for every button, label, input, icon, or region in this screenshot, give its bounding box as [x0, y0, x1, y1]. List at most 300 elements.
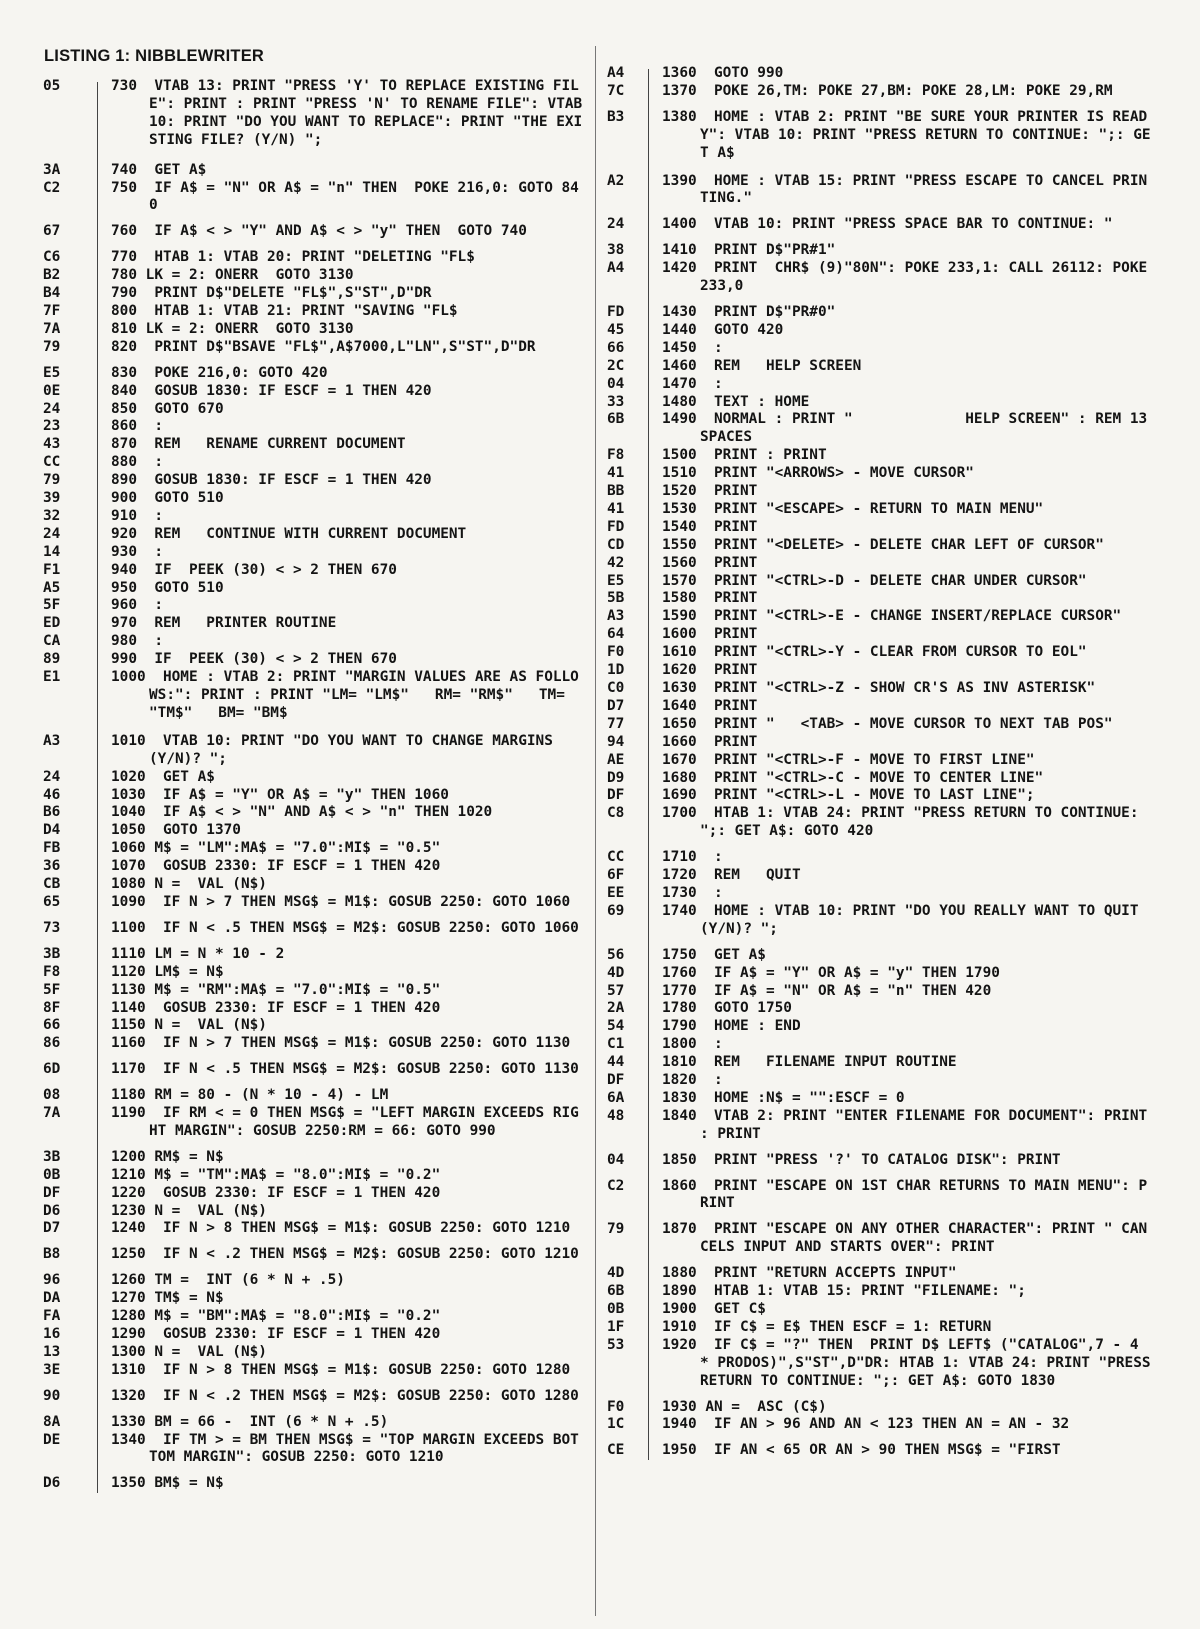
- code-cell: [99, 1185, 586, 1203]
- code-line: [605, 260, 1156, 296]
- code-text: 1950 IF AN < 65 OR AN > 90 THEN MSG$ = "FIRST: [662, 1442, 1061, 1459]
- code-line: [41, 1220, 586, 1238]
- code-line: [605, 698, 1153, 716]
- code-text: 1730 :: [662, 884, 723, 901]
- code-cell: [99, 1290, 586, 1308]
- code-cell: [99, 787, 586, 805]
- code-text: 850 GOTO 670: [111, 400, 224, 417]
- code-line: [605, 608, 1153, 626]
- checksum: 4D: [607, 964, 625, 981]
- code-line: [41, 180, 586, 216]
- code-text: 740 GET A$: [111, 161, 207, 178]
- code-line: [605, 867, 1153, 885]
- code-cell: [650, 590, 1153, 608]
- code-text: 1200 RM$ = N$: [111, 1148, 224, 1165]
- checksum: 65: [43, 893, 61, 910]
- checksum: A2: [607, 172, 625, 189]
- code-text: 1820 :: [662, 1072, 723, 1089]
- code-cell: [650, 394, 1153, 412]
- code-text: 1240 IF N > 8 THEN MSG$ = M1$: GOSUB 2250: GOTO 1210: [111, 1220, 571, 1237]
- checksum: 1D: [607, 662, 625, 679]
- code-text: 1450 :: [662, 339, 723, 356]
- code-text: 780 LK = 2: ONERR GOTO 3130: [111, 267, 354, 284]
- code-line: [41, 733, 586, 769]
- code-text: 950 GOTO 510: [111, 579, 224, 596]
- checksum: B8: [43, 1246, 61, 1263]
- code-cell: [99, 1432, 586, 1468]
- checksum: F8: [607, 447, 625, 464]
- code-cell: [99, 249, 586, 267]
- code-line: [605, 1221, 1153, 1257]
- code-cell: [650, 519, 1153, 537]
- code-line: [605, 1107, 1156, 1144]
- code-line: [41, 321, 586, 339]
- checksum: 7A: [43, 1105, 61, 1122]
- checksum: 08: [43, 1087, 61, 1104]
- checksum: 2C: [607, 357, 625, 374]
- code-cell: [650, 83, 1153, 101]
- code-cell: [99, 303, 586, 321]
- checksum: D9: [607, 769, 625, 786]
- code-line: [41, 1061, 586, 1079]
- code-line: [605, 1090, 1153, 1108]
- checksum: A5: [43, 579, 61, 596]
- code-cell: [99, 964, 586, 982]
- code-text: 1190 IF RM < = 0 THEN MSG$ = "LEFT MARGIN EXCEEDS RIGHT MARGIN": GOSUB 2250:RM = 66: GOTO 990: [111, 1105, 579, 1139]
- checksum: EE: [607, 884, 625, 901]
- code-text: 1380 HOME : VTAB 2: PRINT "BE SURE YOUR PRINTER IS READY": VTAB 10: PRINT "PRESS RETURN TO CONTINUE: ";: GET A$: [662, 108, 1151, 161]
- checksum: 38: [607, 242, 625, 259]
- code-cell: [650, 849, 1153, 867]
- code-text: 1750 GET A$: [662, 946, 766, 963]
- code-cell: [650, 787, 1153, 805]
- code-text: 820 PRINT D$"BSAVE "FL$",A$7000,L"LN",S"ST",D"DR: [111, 338, 536, 355]
- code-text: 1420 PRINT CHR$ (9)"80N": POKE 233,1: CALL 26112: POKE 233,0: [662, 260, 1156, 295]
- code-line: [41, 401, 586, 419]
- code-line: [41, 787, 586, 805]
- code-cell: [99, 436, 586, 454]
- code-line: [41, 840, 586, 858]
- code-cell: [650, 411, 1156, 447]
- code-line: [41, 1203, 586, 1221]
- code-text: 1790 HOME : END: [662, 1018, 801, 1035]
- checksum: FD: [607, 303, 625, 320]
- checksum: E1: [43, 669, 61, 686]
- code-cell: [650, 770, 1153, 788]
- checksum: 90: [43, 1387, 61, 1404]
- code-cell: [99, 840, 586, 858]
- checksum: CE: [607, 1442, 625, 1459]
- code-text: 1360 GOTO 990: [662, 65, 784, 81]
- code-line: [41, 339, 586, 357]
- checksum: CC: [43, 454, 61, 471]
- code-text: 1470 :: [662, 375, 723, 392]
- checksum: DF: [607, 1072, 625, 1089]
- code-cell: [99, 580, 586, 598]
- checksum: 45: [607, 321, 625, 338]
- right-column: [605, 65, 1160, 1460]
- code-cell: [99, 822, 586, 840]
- checksum: F8: [43, 963, 61, 980]
- code-cell: [99, 267, 586, 285]
- code-line: [41, 249, 586, 267]
- code-text: 920 REM CONTINUE WITH CURRENT DOCUMENT: [111, 525, 467, 542]
- code-text: 1440 GOTO 420: [662, 321, 784, 338]
- checksum: 8A: [43, 1413, 61, 1430]
- code-line: [605, 358, 1153, 376]
- code-line: [41, 418, 586, 436]
- code-text: 1480 TEXT : HOME: [662, 393, 810, 410]
- checksum: CD: [607, 536, 625, 553]
- code-cell: [650, 608, 1153, 626]
- code-text: 1720 REM QUIT: [662, 867, 801, 884]
- checksum: B3: [607, 108, 625, 125]
- checksum: 3B: [43, 945, 61, 962]
- code-cell: [99, 651, 586, 669]
- checksum: FB: [43, 840, 61, 857]
- code-cell: [650, 573, 1153, 591]
- code-text: 1900 GET C$: [662, 1301, 766, 1317]
- code-cell: [99, 894, 586, 912]
- code-text: 840 GOSUB 1830: IF ESCF = 1 THEN 420: [111, 382, 432, 399]
- code-text: 1840 VTAB 2: PRINT "ENTER FILENAME FOR DOCUMENT": PRINT : PRINT: [662, 1107, 1156, 1142]
- code-cell: [650, 537, 1153, 555]
- checksum: A3: [607, 608, 625, 625]
- code-cell: [99, 544, 586, 562]
- code-line: [41, 490, 586, 508]
- checksum: 79: [43, 472, 61, 489]
- code-text: 1310 IF N > 8 THEN MSG$ = M1$: GOSUB 2250: GOTO 1280: [111, 1361, 571, 1378]
- code-cell: [99, 562, 586, 580]
- checksum: 2A: [607, 1000, 625, 1017]
- code-text: 1320 IF N < .2 THEN MSG$ = M2$: GOSUB 2250: GOTO 1280: [111, 1387, 579, 1404]
- code-cell: [650, 1178, 1153, 1214]
- checksum: B2: [43, 267, 61, 284]
- checksum: DF: [607, 787, 625, 804]
- code-cell: [650, 216, 1153, 234]
- code-line: [41, 769, 586, 787]
- code-cell: [99, 876, 586, 894]
- code-cell: [650, 1221, 1153, 1257]
- checksum: 3E: [43, 1361, 61, 1378]
- code-line: [605, 680, 1153, 698]
- code-line: [605, 376, 1153, 394]
- checksum: 14: [43, 543, 61, 560]
- code-line: [41, 804, 586, 822]
- code-line: [605, 1036, 1153, 1054]
- code-line: [605, 519, 1153, 537]
- code-line: [605, 411, 1156, 447]
- code-line: [605, 1072, 1153, 1090]
- code-text: 890 GOSUB 1830: IF ESCF = 1 THEN 420: [111, 472, 432, 489]
- code-line: [41, 162, 586, 180]
- code-text: 1210 M$ = "TM":MA$ = "8.0":MI$ = "0.2": [111, 1166, 441, 1183]
- code-cell: [650, 1107, 1156, 1144]
- checksum: 7F: [43, 302, 61, 319]
- code-line: [605, 1416, 1153, 1434]
- code-line: [605, 903, 1153, 939]
- checksum: 48: [607, 1107, 625, 1124]
- code-line: [41, 669, 586, 723]
- code-line: [41, 1149, 586, 1167]
- code-line: [41, 472, 586, 490]
- code-text: 1120 LM$ = N$: [111, 963, 224, 980]
- code-line: [41, 615, 586, 633]
- code-line: [605, 1178, 1153, 1214]
- code-text: 1860 PRINT "ESCAPE ON 1ST CHAR RETURNS TO MAIN MENU": PRINT: [662, 1177, 1148, 1212]
- checksum: 5F: [43, 981, 61, 998]
- code-cell: [99, 418, 586, 436]
- code-line: [41, 1432, 586, 1468]
- code-cell: [650, 1442, 1153, 1460]
- code-cell: [99, 454, 586, 472]
- code-text: 1280 M$ = "BM":MA$ = "8.0":MI$ = "0.2": [111, 1308, 441, 1325]
- code-line: [605, 242, 1153, 260]
- code-text: 870 REM RENAME CURRENT DOCUMENT: [111, 436, 406, 453]
- checksum: 53: [607, 1336, 625, 1353]
- code-text: 1800 :: [662, 1036, 723, 1053]
- code-text: 900 GOTO 510: [111, 490, 224, 507]
- code-cell: [99, 526, 586, 544]
- code-line: [41, 436, 586, 454]
- code-cell: [99, 1362, 586, 1380]
- code-cell: [650, 1265, 1153, 1283]
- code-line: [41, 894, 586, 912]
- code-line: [41, 1344, 586, 1362]
- code-cell: [99, 1475, 586, 1493]
- checksum: FD: [607, 518, 625, 535]
- code-cell: [99, 1035, 586, 1053]
- code-text: 1260 TM = INT (6 * N + .5): [111, 1272, 345, 1289]
- code-text: 1140 GOSUB 2330: IF ESCF = 1 THEN 420: [111, 999, 441, 1016]
- checksum-rule: [648, 69, 649, 1460]
- checksum: 3A: [43, 161, 61, 178]
- code-text: 1170 IF N < .5 THEN MSG$ = M2$: GOSUB 2250: GOTO 1130: [111, 1061, 579, 1078]
- checksum: 6B: [607, 1283, 625, 1300]
- code-line: [605, 1319, 1153, 1337]
- code-line: [41, 78, 591, 150]
- code-text: 1940 IF AN > 96 AND AN < 123 THEN AN = AN - 32: [662, 1416, 1070, 1433]
- code-line: [41, 651, 586, 669]
- code-text: 980 :: [111, 633, 163, 650]
- code-text: 1020 GET A$: [111, 768, 215, 785]
- checksum: D4: [43, 822, 61, 839]
- checksum: D7: [43, 1220, 61, 1237]
- code-line: [605, 1000, 1153, 1018]
- code-line: [605, 555, 1153, 573]
- checksum: 94: [607, 733, 625, 750]
- code-line: [41, 964, 586, 982]
- code-cell: [650, 242, 1153, 260]
- code-text: 880 :: [111, 454, 163, 471]
- checksum: 32: [43, 507, 61, 524]
- code-text: 1760 IF A$ = "Y" OR A$ = "y" THEN 1790: [662, 964, 1000, 981]
- code-text: 960 :: [111, 597, 163, 614]
- checksum: 13: [43, 1343, 61, 1360]
- checksum: 16: [43, 1326, 61, 1342]
- code-text: 830 POKE 216,0: GOTO 420: [111, 364, 328, 381]
- code-text: 1930 AN = ASC (C$): [662, 1398, 827, 1415]
- code-cell: [650, 1336, 1160, 1391]
- checksum: C2: [43, 179, 61, 196]
- checksum: C0: [607, 680, 625, 696]
- code-line: [605, 965, 1153, 983]
- code-cell: [99, 1105, 586, 1141]
- code-line: [41, 822, 586, 840]
- code-line: [605, 626, 1153, 644]
- code-text: 1630 PRINT "<CTRL>-Z - SHOW CR'S AS INV ASTERISK": [662, 680, 1096, 696]
- checksum: 43: [43, 436, 61, 453]
- code-text: 1370 POKE 26,TM: POKE 27,BM: POKE 28,LM: POKE 29,RM: [662, 82, 1113, 99]
- code-text: 1390 HOME : VTAB 15: PRINT "PRESS ESCAPE TO CANCEL PRINTING.": [662, 172, 1148, 207]
- code-line: [41, 285, 586, 303]
- code-text: 810 LK = 2: ONERR GOTO 3130: [111, 320, 354, 337]
- code-text: 1400 VTAB 10: PRINT "PRESS SPACE BAR TO CONTINUE: ": [662, 216, 1113, 233]
- code-text: 1160 IF N > 7 THEN MSG$ = M1$: GOSUB 2250: GOTO 1130: [111, 1035, 571, 1052]
- code-line: [41, 597, 586, 615]
- code-cell: [650, 1090, 1153, 1108]
- code-text: 1050 GOTO 1370: [111, 822, 241, 839]
- code-line: [605, 483, 1153, 501]
- checksum: F0: [607, 1398, 625, 1415]
- code-text: 1650 PRINT " <TAB> - MOVE CURSOR TO NEXT TAB POS": [662, 715, 1113, 732]
- checksum: 04: [607, 1151, 625, 1168]
- code-text: 1740 HOME : VTAB 10: PRINT "DO YOU REALLY WANT TO QUIT (Y/N)? ";: [662, 902, 1148, 937]
- checksum: 5F: [43, 597, 61, 614]
- code-cell: [650, 173, 1153, 209]
- code-line: [41, 1362, 586, 1380]
- code-cell: [650, 867, 1153, 885]
- code-line: [41, 876, 586, 894]
- code-cell: [650, 947, 1153, 965]
- code-cell: [650, 885, 1153, 903]
- code-text: 1610 PRINT "<CTRL>-Y - CLEAR FROM CURSOR TO EOL": [662, 644, 1087, 661]
- code-cell: [650, 465, 1153, 483]
- code-line: [41, 1272, 586, 1290]
- checksum: DA: [43, 1290, 61, 1307]
- code-cell: [99, 1388, 586, 1406]
- checksum: AE: [607, 751, 625, 768]
- checksum: 56: [607, 946, 625, 963]
- checksum: 42: [607, 554, 625, 571]
- code-line: [605, 1018, 1153, 1036]
- code-text: 1870 PRINT "ESCAPE ON ANY OTHER CHARACTER": PRINT " CANCELS INPUT AND STARTS OVER": PRINT: [662, 1221, 1148, 1256]
- code-text: 760 IF A$ < > "Y" AND A$ < > "y" THEN GOTO 740: [111, 223, 527, 240]
- code-cell: [99, 1167, 586, 1185]
- code-cell: [99, 321, 586, 339]
- checksum: 39: [43, 490, 61, 507]
- code-text: 1510 PRINT "<ARROWS> - MOVE CURSOR": [662, 465, 974, 482]
- code-line: [605, 447, 1153, 465]
- checksum: C2: [607, 1177, 625, 1194]
- code-text: 1230 N = VAL (N$): [111, 1202, 267, 1219]
- code-cell: [99, 633, 586, 651]
- code-text: 1910 IF C$ = E$ THEN ESCF = 1: RETURN: [662, 1318, 992, 1335]
- checksum: 23: [43, 418, 61, 435]
- code-cell: [99, 1344, 586, 1362]
- code-text: 1520 PRINT: [662, 483, 758, 500]
- code-cell: [650, 1283, 1153, 1301]
- code-text: 1080 N = VAL (N$): [111, 876, 267, 893]
- code-line: [605, 465, 1153, 483]
- code-line: [41, 223, 586, 241]
- code-text: 1180 RM = 80 - (N * 10 - 4) - LM: [111, 1087, 389, 1104]
- code-line: [41, 580, 586, 598]
- checksum: 96: [43, 1272, 61, 1289]
- checksum: 6A: [607, 1089, 625, 1106]
- checksum: 24: [43, 525, 61, 542]
- code-line: [41, 1017, 586, 1035]
- code-text: 1810 REM FILENAME INPUT ROUTINE: [662, 1054, 957, 1071]
- code-cell: [99, 223, 586, 241]
- checksum: D6: [43, 1202, 61, 1219]
- code-cell: [99, 615, 586, 633]
- checksum: 24: [43, 768, 61, 785]
- code-text: 1270 TM$ = N$: [111, 1290, 224, 1307]
- code-text: 770 HTAB 1: VTAB 20: PRINT "DELETING "FL$: [111, 249, 475, 266]
- code-text: 930 :: [111, 543, 163, 560]
- code-text: 1560 PRINT: [662, 554, 758, 571]
- code-cell: [99, 472, 586, 490]
- checksum: 36: [43, 858, 61, 875]
- column-divider: [595, 46, 596, 1616]
- code-cell: [650, 903, 1153, 939]
- code-text: 1920 IF C$ = "?" THEN PRINT D$ LEFT$ ("CATALOG",7 - 4 * PRODOS)",S"ST",D"DR: HTAB 1: VTAB 24: PRINT "PRESS RETURN TO CONTINUE: ";: GET A$: GOTO 1830: [662, 1336, 1160, 1389]
- code-cell: [99, 804, 586, 822]
- code-line: [41, 1000, 586, 1018]
- code-cell: [99, 180, 586, 216]
- code-text: 730 VTAB 13: PRINT "PRESS 'Y' TO REPLACE EXISTING FILE": PRINT : PRINT "PRESS 'N' TO RENAME FILE": VTAB 10: PRINT "DO YOU WANT TO REPLACE": PRINT "THE EXISTING FILE? (Y/N) ";: [111, 78, 591, 148]
- code-text: 1590 PRINT "<CTRL>-E - CHANGE INSERT/REPLACE CURSOR": [662, 608, 1122, 625]
- code-text: 1090 IF N > 7 THEN MSG$ = M1$: GOSUB 2250: GOTO 1060: [111, 893, 571, 910]
- checksum: 41: [607, 465, 625, 482]
- checksum: 1C: [607, 1416, 625, 1433]
- code-line: [605, 573, 1153, 591]
- code-cell: [650, 644, 1153, 662]
- checksum: 6B: [607, 411, 625, 428]
- checksum: 6F: [607, 867, 625, 884]
- code-cell: [99, 597, 586, 615]
- code-text: 970 REM PRINTER ROUTINE: [111, 615, 337, 632]
- code-text: 1030 IF A$ = "Y" OR A$ = "y" THEN 1060: [111, 786, 449, 803]
- code-cell: [650, 752, 1153, 770]
- code-line: [605, 644, 1153, 662]
- code-line: [605, 1265, 1153, 1283]
- checksum: B4: [43, 285, 61, 302]
- checksum: 66: [43, 1017, 61, 1034]
- code-line: [41, 365, 586, 383]
- code-cell: [99, 946, 586, 964]
- code-text: 1680 PRINT "<CTRL>-C - MOVE TO CENTER LINE": [662, 769, 1044, 786]
- checksum: 8F: [43, 999, 61, 1016]
- code-cell: [99, 1308, 586, 1326]
- code-cell: [99, 858, 586, 876]
- code-line: [41, 267, 586, 285]
- checksum: 73: [43, 919, 61, 936]
- checksum: 41: [607, 500, 625, 517]
- code-text: 1330 BM = 66 - INT (6 * N + .5): [111, 1413, 389, 1430]
- code-line: [41, 1087, 586, 1105]
- code-cell: [650, 376, 1153, 394]
- code-text: 1530 PRINT "<ESCAPE> - RETURN TO MAIN MENU": [662, 500, 1044, 517]
- checksum: E5: [43, 364, 61, 381]
- code-cell: [650, 304, 1153, 322]
- code-line: [41, 1246, 586, 1264]
- code-line: [605, 83, 1153, 101]
- code-cell: [650, 109, 1153, 163]
- code-text: 1460 REM HELP SCREEN: [662, 357, 862, 374]
- code-text: 800 HTAB 1: VTAB 21: PRINT "SAVING "FL$: [111, 302, 458, 319]
